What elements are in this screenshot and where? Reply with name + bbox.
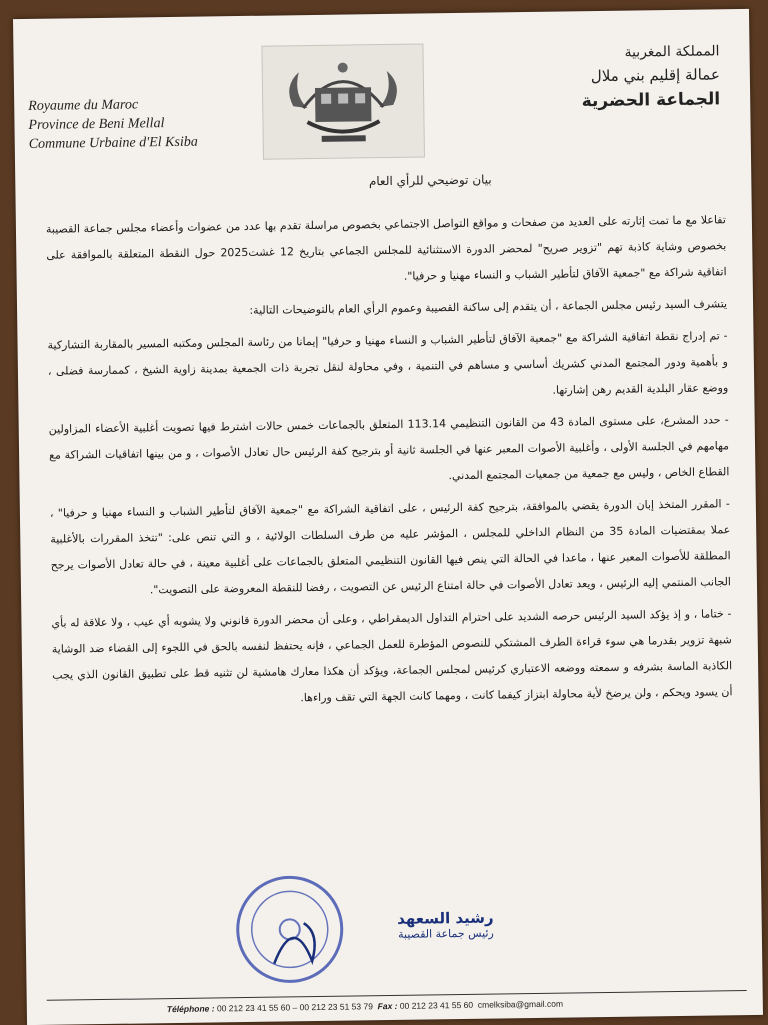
signature-block — [343, 909, 493, 942]
phone-label: Téléphone : — [166, 1003, 215, 1015]
commune-arabic: الجماعة الحضرية — [581, 89, 721, 112]
kingdom-arabic: المملكة المغربية — [624, 43, 720, 61]
paragraph-point-1: - تم إدراج نقطة اتفاقية الشراكة مع "جمعية الآفاق لتأطير الشباب و النساء مهنيا و حرفيا" إيمانا من رئاسة المجلس ومكتبه المسير بالمقاربة التشاركية و بأهمية ودور المجتمع المدني كشريك أساسي و مساهم في التنمية ، وفي محاولة لنقل تجربة ذات الجمعية بمدينة زاوية الشيخ ، كممارسة فضلى ، ووضع عقار البلدية القديم رهن إشارتها. — [47, 329, 729, 397]
paragraph-intro: تفاعلا مع ما تمت إثارته على العديد من صفحات و مواقع التواصل الاجتماعي بخصوص مراسلة تقدم بها عدد من عضوات وأعضاء مجلس جماعة القصيبة بخصوص وشاية كاذبة تهم "تزوير صريح" لمحضر الدورة الاستثنائية للمجلس الجماعي بتاريخ 12 غشت2025 حول النقطة المتعلقة بالموافقة على اتفاقية شراكة مع "جمعية الآفاق لتأطير الشباب و النساء مهنيا و حرفيا". — [45, 213, 727, 283]
province-label: Province de Beni Mellal — [28, 116, 165, 133]
commune-label: Commune Urbaine d'El Ksiba — [28, 134, 198, 152]
paragraph-conclusion: - ختاما ، و إذ يؤكد السيد الرئيس حرصه الشديد على احترام التداول الديمقراطي ، وعلى أن محضر الدورة قانوني ولا يشوبه أي عيب ، ولا علاقة له بأي شبهة تزوير بقدرما هي سوء قراءة الطرف المشتكي للنصوص المؤطرة للعمل الجماعي ، فإنه يحتفظ لنفسه بالحق في اللجوء إلى القضاء ضد الوشاية الكاذبة الماسة بشرفه و سمعته ووضعه الاعتباري كرئيس لمجلس الجماعة، ويؤكد أن هكذا معارك هامشية لن تثنيه قط على تطبيق القانون الذي يجب أن يسود ويحكم ، ولن يرضخ لأية محاولة ابتزاز كيفما كانت ، ومهما كانت الجهة التي تقف وراءها. — [51, 607, 733, 705]
signatory-name: رشيد السعهد — [397, 908, 494, 928]
header-left-french — [28, 94, 229, 154]
kingdom-label: Royaume du Maroc — [28, 97, 139, 114]
official-stamp-icon — [233, 873, 347, 987]
province-arabic: عمالة إقليم بني ملال — [590, 65, 720, 86]
email-address: cmelksiba@gmail.com — [477, 998, 564, 1010]
phone-value: 00 212 23 41 55 60 – 00 212 23 51 53 79 — [216, 1001, 373, 1014]
footer-contact — [167, 996, 767, 1014]
header-right-arabic — [519, 43, 720, 112]
fax-label: Fax : — [377, 1000, 398, 1012]
municipal-emblem-icon — [261, 43, 425, 159]
fax-value: 00 212 23 41 55 60 — [399, 999, 474, 1011]
signatory-role: رئيس جماعة القصيبة — [398, 926, 494, 941]
document-body — [46, 207, 733, 720]
paragraph-announcement: يتشرف السيد رئيس مجلس الجماعة ، أن يتقدم إلى ساكنة القصيبة وعموم الرأي العام بالتوضيحات التالية: — [249, 297, 728, 317]
paragraph-point-3: - المقرر المتخذ إبان الدورة يقضي بالموافقة، بترجيح كفة الرئيس ، على اتفاقية الشراكة مع "جمعية الآفاق لتأطير الشباب و النساء مهنيا و حرفيا" ، عملا بمقتضيات المادة 35 من النظام الداخلي للمجلس ، المؤشر عليه من طرف السلطات الولائية ، و التي تنص على: "تتخذ المقررات بالأغلبية المطلقة للأصوات المعبر عنها ، ماعدا في الحالة التي ينص فيها القانون التنظيمي المتعلق بالجماعات على أغلبية معينة ، في حالة تعادل الأصوات يرجح الجانب المنتمي إليه الرئيس ، ويعد تعادل الأصوات في حالة امتناع الرئيس عن التصويت ، رفضا للنقطة المعروضة على التصويت". — [49, 497, 732, 597]
document-title: بيان توضيحي للرأي العام — [368, 172, 492, 189]
paragraph-point-2: - حدد المشرع، على مستوى المادة 43 من القانون التنظيمي 113.14 المتعلق بالجماعات خمس حالات اشترط فيها تصويت أغلبية الأعضاء المزاولين مهامهم في الجلسة الأولى ، وأغلبية الأصوات المعبر عنها في الجلسة ثانية أو بترجيح كفة الرئيس حال تعادل الأصوات ، و من بينها اتفاقيات الشراكة مع القطاع الخاص ، وليس مع جمعية من جمعيات المجتمع المدني. — [48, 413, 730, 483]
document-page — [13, 9, 763, 1025]
